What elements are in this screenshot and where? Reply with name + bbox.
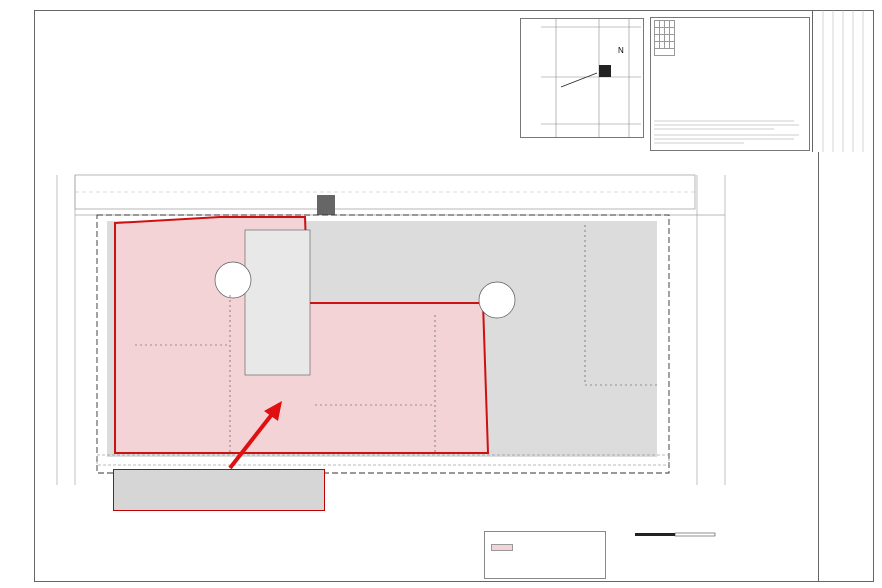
svg-text:N: N: [618, 46, 624, 55]
site-data-panel: [650, 17, 810, 151]
table-row: [655, 28, 675, 35]
table-row: [655, 49, 675, 56]
revision-block: [812, 10, 875, 152]
site-data-table: [654, 20, 675, 56]
spec-available: [44, 62, 114, 72]
spec-sizes: [44, 29, 114, 39]
site-size-callout: [113, 469, 325, 511]
legal-text-lines: [654, 118, 804, 148]
landuse-proposed: [654, 79, 809, 84]
table-row: [655, 35, 675, 42]
table-row: [655, 42, 675, 49]
site-plan-drawing: [35, 155, 813, 583]
zoning-proposed: [654, 65, 809, 70]
legend-swatch: [491, 544, 513, 551]
title-block: [818, 152, 875, 582]
location-map: [520, 18, 644, 138]
spec-term: [44, 51, 114, 61]
spec-rent: [44, 40, 114, 50]
table-header: [655, 21, 675, 28]
legend: [484, 531, 606, 579]
